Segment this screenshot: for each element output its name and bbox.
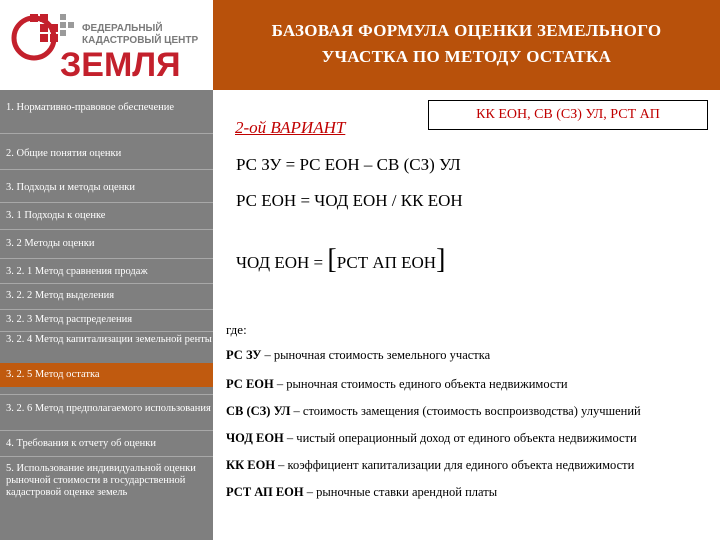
definition-text: – рыночная стоимость земельного участка (261, 348, 491, 362)
sidebar-item-label: 3. 2 Методы оценки (6, 238, 95, 249)
sidebar-item-label: 3. Подходы и методы оценки (6, 182, 136, 193)
sidebar-item-label: 3. 2. 4 Метод капитализации земельной ренты (6, 334, 212, 345)
logo-line1: ФЕДЕРАЛЬНЫЙ (82, 23, 163, 34)
sidebar-item-sales-comparison[interactable] (0, 266, 213, 282)
formula-noi (236, 244, 445, 276)
sidebar-item-general-concepts[interactable] (0, 148, 213, 164)
formula-land-value: РС ЗУ = РС ЕОН – СВ (СЗ) УЛ (236, 155, 461, 174)
title-bar (213, 0, 720, 90)
logo-word: ЗЕМЛЯ (60, 46, 181, 84)
sidebar-nav (0, 90, 213, 540)
divider (0, 169, 213, 170)
sidebar-item-label: 3. 2. 6 Метод предполагаемого использования (6, 403, 211, 414)
logo (0, 0, 213, 90)
sidebar-item-label: 2. Общие понятия оценки (6, 148, 122, 159)
definition-term: РСТ АП ЕОН (226, 485, 304, 499)
divider (0, 283, 213, 284)
sidebar-item-residual[interactable] (0, 363, 213, 387)
divider (0, 430, 213, 431)
variant-title: 2-ой ВАРИАНТ (235, 118, 346, 137)
formula-noi-left: ЧОД ЕОН = (236, 253, 324, 272)
sidebar-item-legal-basis[interactable] (0, 100, 213, 128)
definition-row (226, 485, 497, 500)
where-label: где: (226, 322, 247, 337)
sidebar-item-label: 3. 2. 1 Метод сравнения продаж (6, 266, 148, 277)
sidebar-item-label: 5. Использование индивидуальной оценки рыночной стоимости в государственной кадастровой оценке земель (6, 463, 196, 498)
definition-text: – рыночная стоимость единого объекта недвижимости (273, 377, 568, 391)
definition-row (226, 404, 720, 419)
sidebar-item-methods[interactable] (0, 238, 213, 254)
definition-term: РС ЕОН (226, 377, 274, 391)
sidebar-item-extraction[interactable] (0, 290, 213, 306)
definition-row (226, 377, 568, 392)
sidebar-item-label: 3. 1 Подходы к оценке (6, 210, 106, 221)
sidebar-item-label: 3. 2. 3 Метод распределения (6, 314, 133, 325)
divider (0, 258, 213, 259)
formula-property-value: РС ЕОН = ЧОД ЕОН / КК ЕОН (236, 191, 463, 210)
definition-row (226, 458, 720, 473)
divider (0, 309, 213, 310)
sidebar-item-ground-rent[interactable] (0, 334, 213, 360)
definition-row (226, 348, 490, 363)
divider (0, 394, 213, 395)
sidebar-item-label: 1. Нормативно-правовое обеспечение (6, 102, 175, 113)
bracket-open: [ (327, 244, 337, 275)
page-title (213, 18, 720, 70)
divider (0, 331, 213, 332)
formula-noi-inner: РСТ АП ЕОН (336, 253, 437, 272)
definition-text: – коэффициент капитализации для единого объекта недвижимости (275, 458, 635, 472)
sidebar-item-label: 3. 2. 2 Метод выделения (6, 290, 115, 301)
sidebar-item-approaches-methods[interactable] (0, 182, 213, 198)
divider (0, 456, 213, 457)
sidebar-item-label: 3. 2. 5 Метод остатка (6, 369, 100, 380)
logo-icon (0, 0, 213, 90)
definition-row (226, 431, 720, 446)
sidebar-item-intended-use[interactable] (0, 403, 213, 429)
logo-line2: КАДАСТРОВЫЙ ЦЕНТР (82, 35, 199, 46)
sidebar-item-cadastral-valuation[interactable] (0, 463, 213, 515)
definition-term: ЧОД ЕОН (226, 431, 284, 445)
sidebar-item-label: 4. Требования к отчету об оценки (6, 438, 156, 449)
divider (0, 229, 213, 230)
boxed-formula: КК ЕОН, СВ (СЗ) УЛ, РСТ АП (428, 100, 708, 130)
definition-text: – стоимость замещения (стоимость воспроизводства) улучшений (290, 404, 641, 418)
definition-text: – рыночные ставки арендной платы (303, 485, 498, 499)
divider (0, 133, 213, 134)
bracket-close: ] (436, 244, 446, 275)
page-title-line1: БАЗОВАЯ ФОРМУЛА ОЦЕНКИ ЗЕМЕЛЬНОГО (271, 21, 662, 40)
sidebar-item-allocation[interactable] (0, 314, 213, 330)
divider (0, 202, 213, 203)
definition-term: КК ЕОН (226, 458, 276, 472)
definition-text: – чистый операционный доход от единого объекта недвижимости (283, 431, 637, 445)
definition-term: СВ (СЗ) УЛ (226, 404, 291, 418)
sidebar-item-approaches[interactable] (0, 210, 213, 226)
page-title-line2: УЧАСТКА ПО МЕТОДУ ОСТАТКА (321, 47, 612, 66)
definition-term: РС ЗУ (226, 348, 262, 362)
sidebar-item-report-requirements[interactable] (0, 438, 213, 454)
